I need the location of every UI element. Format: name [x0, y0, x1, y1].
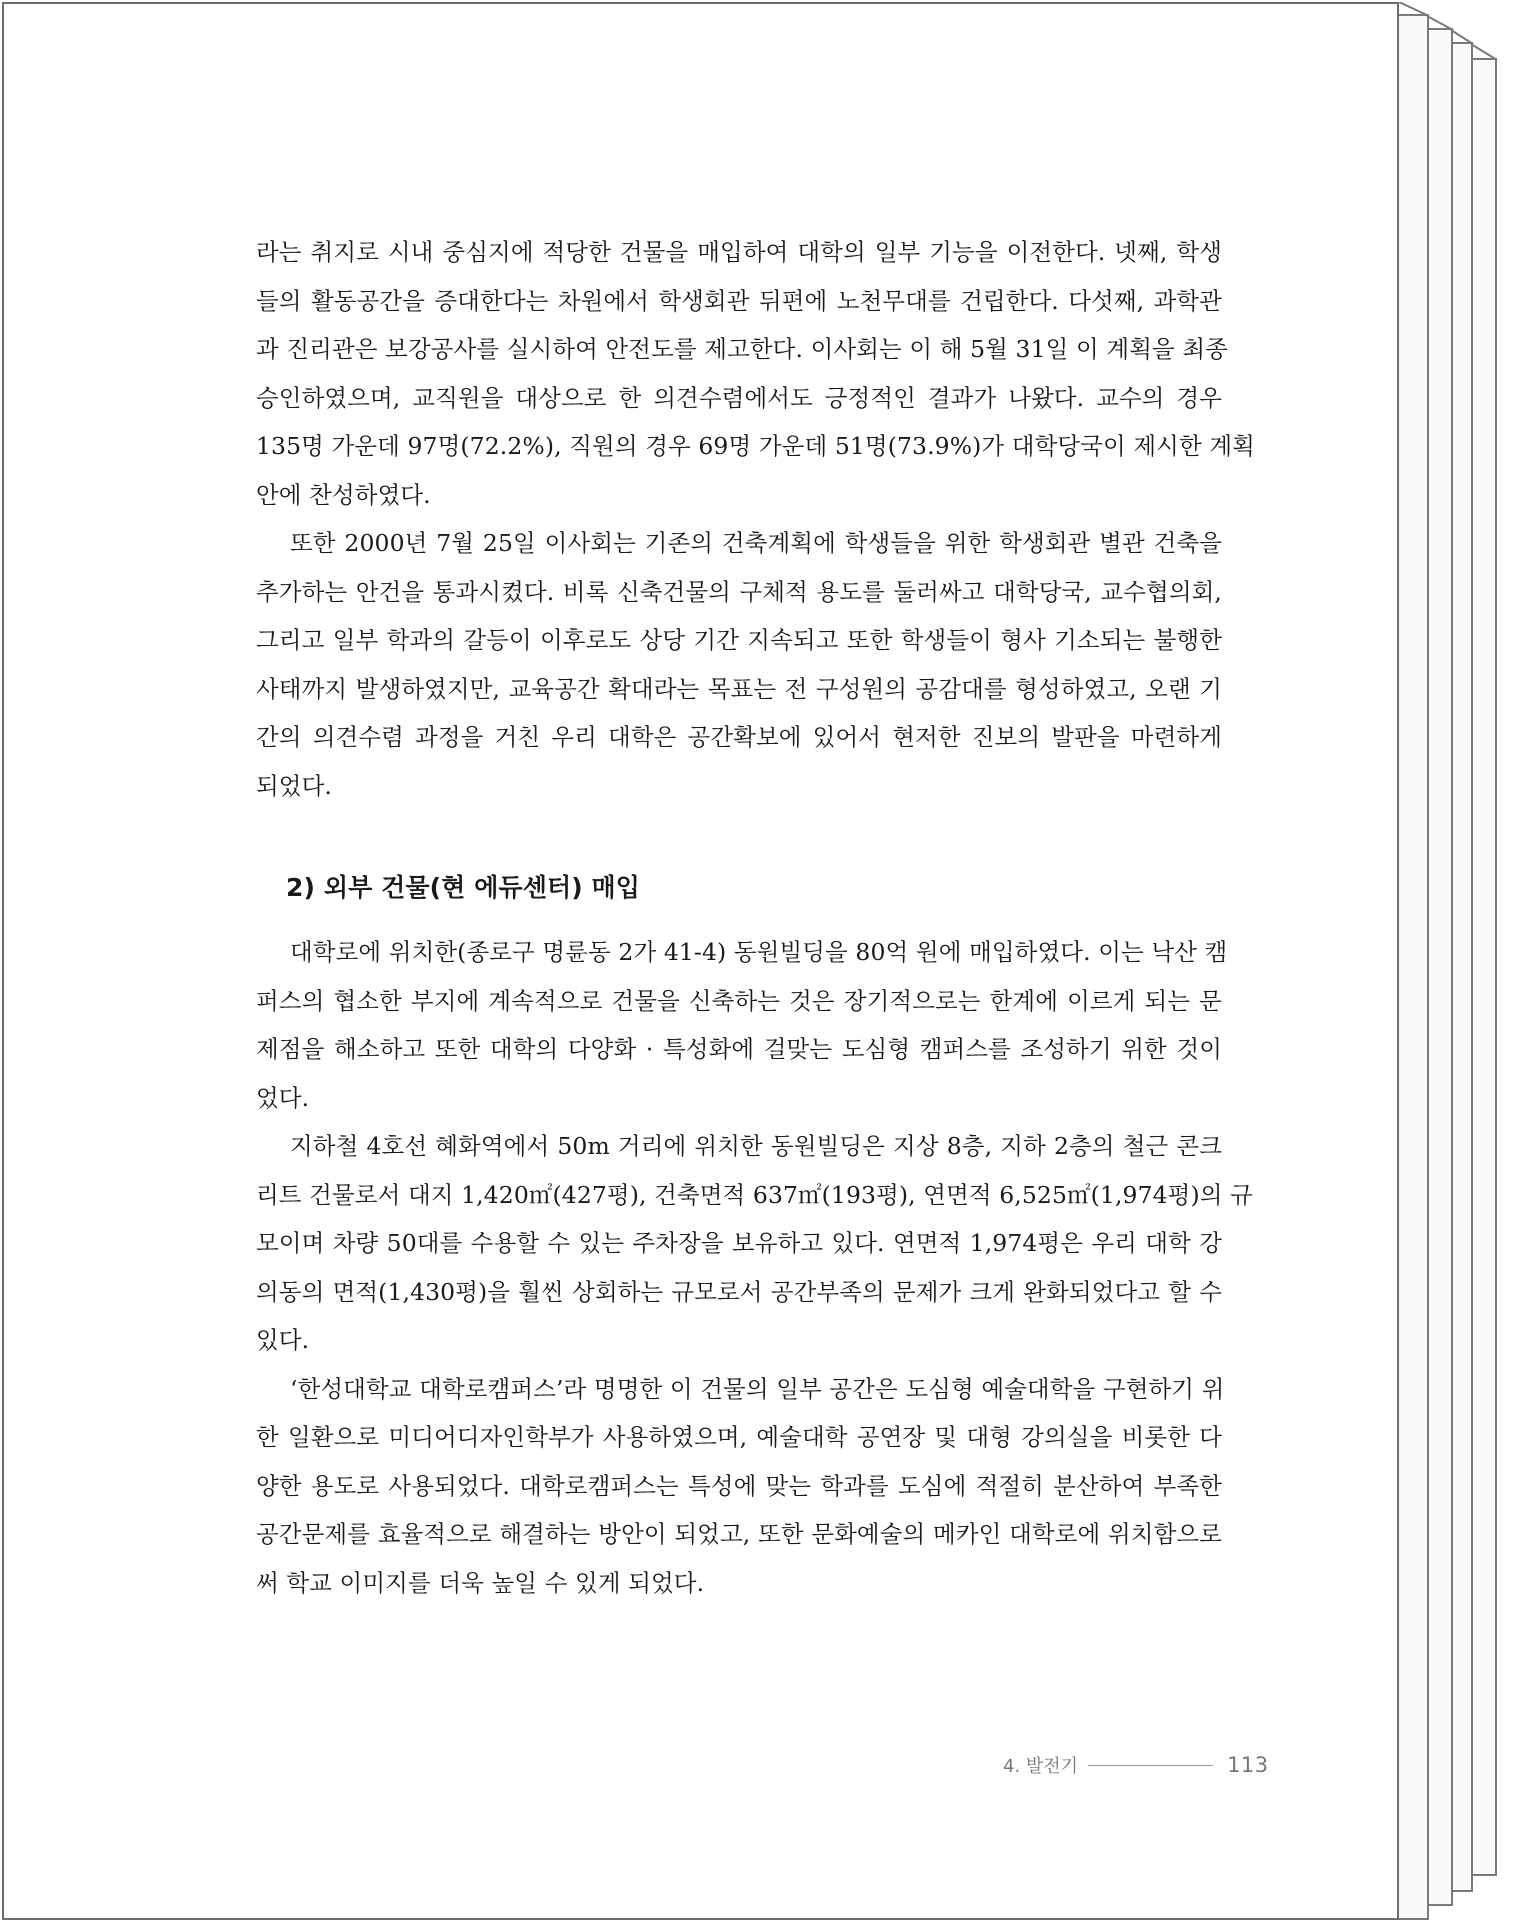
- text-line: 들의 활동공간을 증대한다는 차원에서 학생회관 뒤편에 노천무대를 건립한다. 다섯째, 과학관: [256, 286, 1222, 315]
- text-line: 135명 가운데 97명(72.2%), 직원의 경우 69명 가운데 51명(73.9%)가 대학당국이 제시한 계획: [256, 432, 1255, 460]
- paragraph-3: [256, 928, 1228, 1122]
- footer-rule: [1088, 1765, 1213, 1766]
- text-line: 안에 찬성하였다.: [256, 480, 431, 509]
- page-edge: [1399, 14, 1429, 1920]
- paragraph-2: [256, 519, 1222, 810]
- text-line: 리트 건물로서 대지 1,420㎡(427평), 건축면적 637㎡(193평), 연면적 6,525㎡(1,974평)의 규: [256, 1180, 1253, 1209]
- text-line: 사태까지 발생하였지만, 교육공간 확대라는 목표는 전 구성원의 공감대를 형성하였고, 오랜 기: [256, 674, 1222, 703]
- page-number: 113: [1227, 1753, 1269, 1777]
- text-line: 공간문제를 효율적으로 해결하는 방안이 되었고, 또한 문화예술의 메카인 대학로에 위치함으로: [256, 1520, 1222, 1548]
- page-edge: [1427, 28, 1453, 1906]
- text-line: 지하철 4호선 혜화역에서 50m 거리에 위치한 동원빌딩은 지상 8층, 지하 2층의 철근 콘크: [290, 1132, 1222, 1160]
- text-line: 대학로에 위치한(종로구 명륜동 2가 41-4) 동원빌딩을 80억 원에 매입하였다. 이는 낙산 캠: [290, 938, 1228, 966]
- page-edge: [1451, 42, 1473, 1892]
- text-line: 었다.: [256, 1083, 310, 1112]
- text-line: 라는 취지로 시내 중심지에 적당한 건물을 매입하여 대학의 일부 기능을 이전한다. 넷째, 학생: [256, 238, 1222, 266]
- section-heading: 2) 외부 건물(현 에듀센터) 매입: [286, 873, 641, 902]
- text-line: 제점을 해소하고 또한 대학의 다양화 · 특성화에 걸맞는 도심형 캠퍼스를 조성하기 위한 것이: [256, 1035, 1222, 1063]
- text-line: 또한 2000년 7월 25일 이사회는 기존의 건축계획에 학생들을 위한 학생회관 별관 건축을: [290, 529, 1222, 557]
- text-line: 되었다.: [256, 771, 332, 800]
- paragraph-4: [256, 1122, 1253, 1365]
- text-line: 의동의 면적(1,430평)을 훨씬 상회하는 규모로서 공간부족의 문제가 크게 완화되었다고 할 수: [256, 1277, 1222, 1306]
- text-line: 양한 용도로 사용되었다. 대학로캠퍼스는 특성에 맞는 학과를 도심에 적절히 분산하여 부족한: [256, 1471, 1222, 1500]
- paragraph-1: [256, 228, 1255, 519]
- page-edge: [1471, 58, 1497, 1876]
- page-corner-lines: [1399, 2, 1499, 62]
- text-line: 있다.: [256, 1326, 310, 1354]
- page-footer: [1003, 1747, 1269, 1783]
- text-line: 간의 의견수렴 과정을 거친 우리 대학은 공간확보에 있어서 현저한 진보의 발판을 마련하게: [256, 723, 1222, 751]
- text-line: 승인하였으며, 교직원을 대상으로 한 의견수렴에서도 긍정적인 결과가 나왔다. 교수의 경우: [256, 383, 1222, 412]
- text-line: 모이며 차량 50대를 수용할 수 있는 주차장을 보유하고 있다. 연면적 1,974평은 우리 대학 강: [256, 1229, 1222, 1257]
- text-line: 써 학교 이미지를 더욱 높일 수 있게 되었다.: [256, 1568, 705, 1597]
- text-line: 추가하는 안건을 통과시켰다. 비록 신축건물의 구체적 용도를 둘러싸고 대학당국, 교수협의회,: [256, 577, 1222, 606]
- text-line: 과 진리관은 보강공사를 실시하여 안전도를 제고한다. 이사회는 이 해 5월 31일 이 계획을 최종: [256, 335, 1228, 363]
- page-content: [256, 228, 1255, 1607]
- text-line: 한 일환으로 미디어디자인학부가 사용하였으며, 예술대학 공연장 및 대형 강의실을 비롯한 다: [256, 1423, 1222, 1451]
- paragraph-5: [256, 1365, 1225, 1608]
- text-line: 퍼스의 협소한 부지에 계속적으로 건물을 신축하는 것은 장기적으로는 한계에 이르게 되는 문: [256, 986, 1222, 1015]
- chapter-title: 4. 발전기: [1003, 1756, 1079, 1777]
- text-line: ‘한성대학교 대학로캠퍼스’라 명명한 이 건물의 일부 공간은 도심형 예술대학을 구현하기 위: [290, 1374, 1225, 1403]
- text-line: 그리고 일부 학과의 갈등이 이후로도 상당 기간 지속되고 또한 학생들이 형사 기소되는 불행한: [256, 626, 1222, 654]
